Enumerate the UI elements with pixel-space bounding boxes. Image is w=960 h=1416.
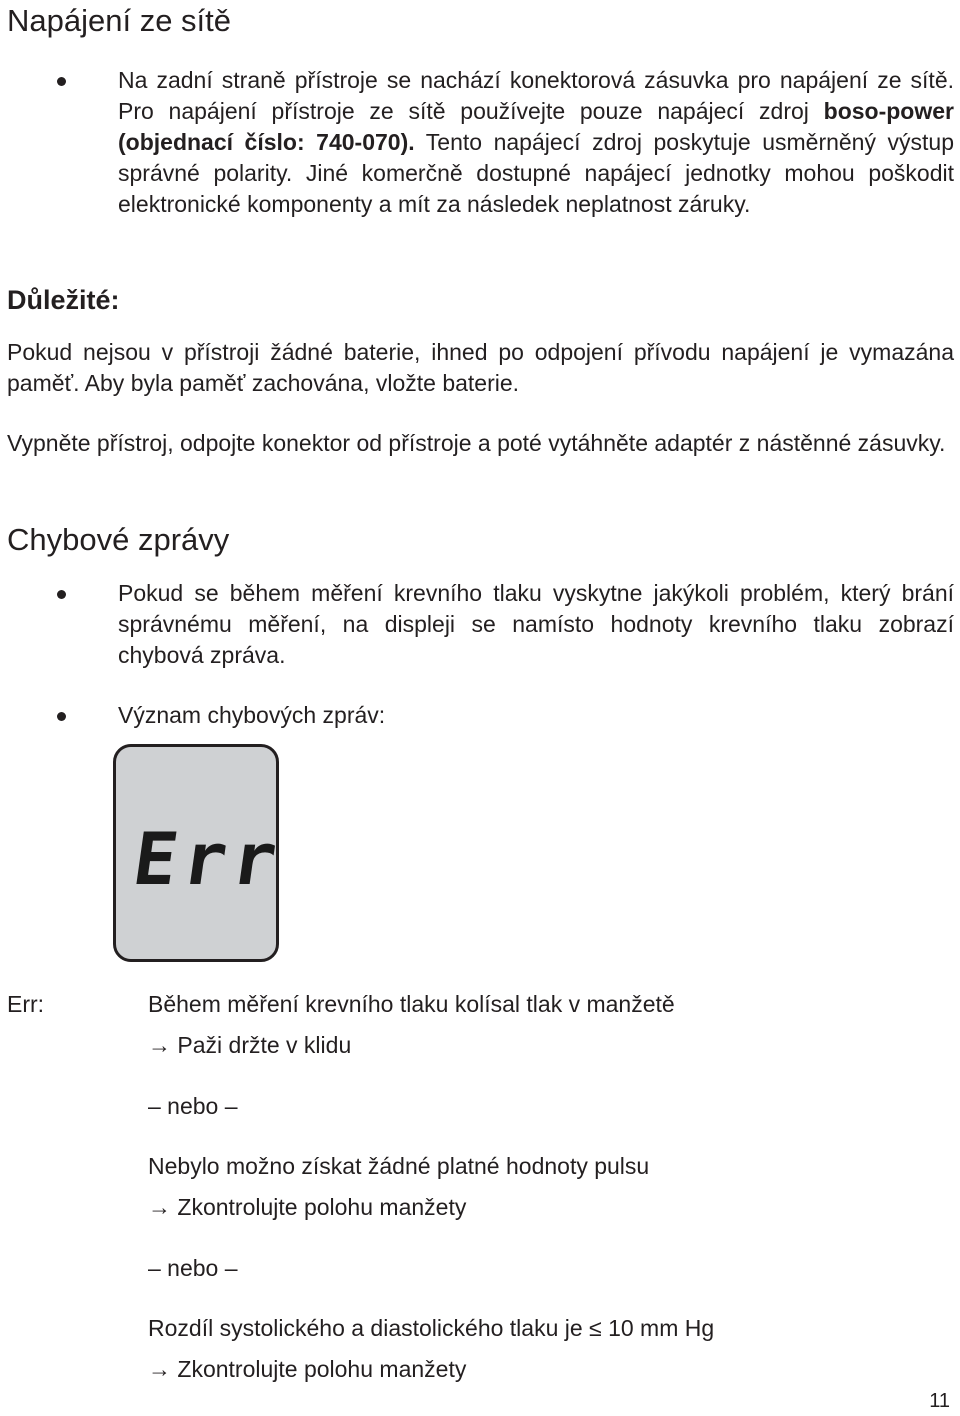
page-number: 11 — [929, 1390, 950, 1412]
power-bullet-text — [118, 65, 954, 220]
bullet-icon — [57, 712, 66, 721]
lcd-display-illustration — [113, 744, 288, 962]
lcd-display-text: Err — [128, 817, 288, 901]
err-line-8: → Zkontrolujte polohu manžety — [148, 1356, 467, 1382]
errors-bullet-1: Pokud se během měření krevního tlaku vyskytne jakýkoli problém, který brání správnému měření, na displeji se namísto hodnoty krevního tlaku zobrazí chybová zpráva. — [118, 580, 954, 668]
err-line-2: → Paži držte v klidu — [148, 1032, 352, 1058]
bullet-icon — [57, 77, 66, 86]
err-line-3: – nebo – — [148, 1093, 238, 1119]
section-title-errors: Chybové zprávy — [7, 522, 230, 557]
bullet-icon — [57, 590, 66, 599]
err-line-7: Rozdíl systolického a diastolického tlaku je ≤ 10 mm Hg — [148, 1315, 715, 1341]
err-label: Err: — [7, 991, 45, 1017]
err-line-4: Nebylo možno získat žádné platné hodnoty pulsu — [148, 1153, 650, 1179]
power-bullet-bold: boso-power (objednací číslo: 740-070). — [118, 98, 954, 155]
important-label: Důležité: — [7, 285, 120, 315]
err-line-5: → Zkontrolujte polohu manžety — [148, 1194, 467, 1220]
err-line-6: – nebo – — [148, 1255, 238, 1281]
err-line-1: Během měření krevního tlaku kolísal tlak v manžetě — [148, 991, 675, 1017]
power-bullet-part1: Na zadní straně přístroje se nachází konektorová zásuvka pro napájení ze sítě. Pro napájení přístroje ze sítě používejte pouze napájecí zdroj — [118, 67, 954, 124]
section-title-power: Napájení ze sítě — [7, 3, 232, 38]
errors-bullet-2: Význam chybových zpráv: — [118, 702, 386, 728]
power-bullet-part2: Tento napájecí zdroj poskytuje usměrněný výstup správné polarity. Jiné komerčně dostupné napájecí jednotky mohou poškodit elektronické komponenty a mít za následek neplatnost záruky. — [118, 129, 954, 217]
important-paragraph-1: Pokud nejsou v přístroji žádné baterie, ihned po odpojení přívodu napájení je vymazána paměť. Aby byla paměť zachována, vložte baterie. — [7, 339, 954, 396]
important-paragraph-2: Vypněte přístroj, odpojte konektor od přístroje a poté vytáhněte adaptér z nástěnné zásuvky. — [7, 430, 946, 456]
